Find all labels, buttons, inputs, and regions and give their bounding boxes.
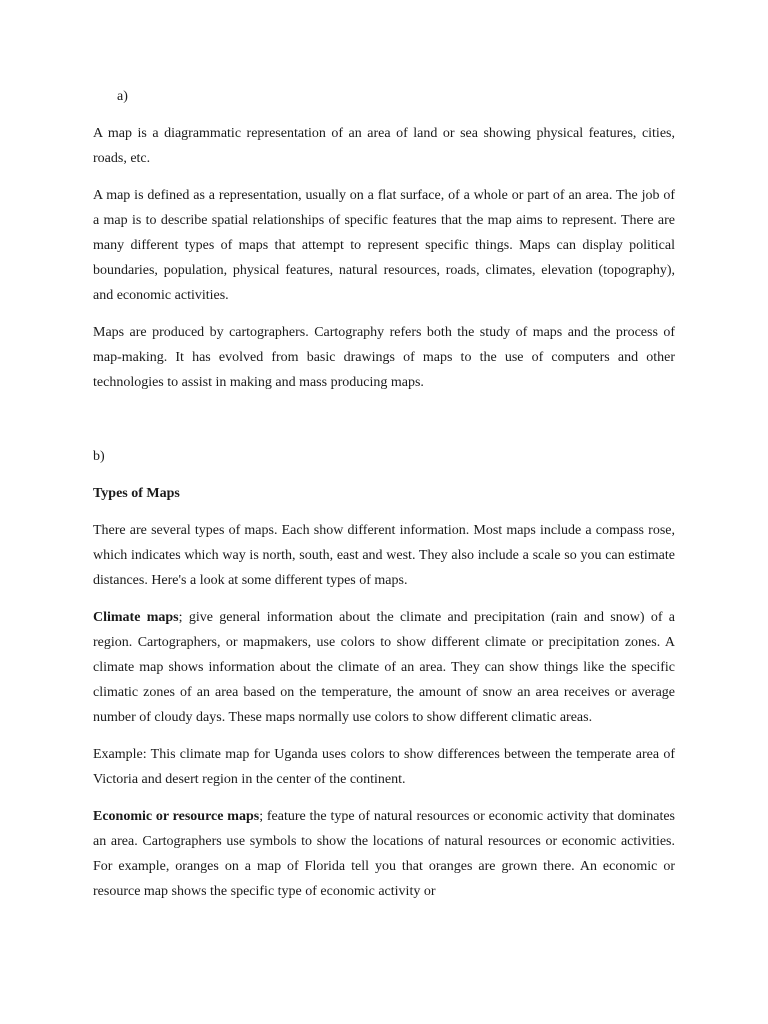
economic-maps-text: ; feature the type of natural resources or economic activity that dominates an area. Cartographers use symbols to show the locations of natural resources or economic activities. For example, oranges on a map of Florida tell you that oranges are grown there. An economic or resource map shows the specific type of economic activity or <box>93 809 676 899</box>
types-of-maps-heading: Types of Maps <box>93 486 180 501</box>
section-b-label: b) <box>93 449 105 464</box>
document-page <box>93 84 675 916</box>
map-representation-paragraph: A map is defined as a representation, usually on a flat surface, of a whole or part of an area. The job of a map is to describe spatial relationships of specific features that the map aims to represent. There are many different types of maps that attempt to represent specific things. Maps can display political boundaries, population, physical features, natural resources, roads, climates, elevation (topography), and economic activities. <box>93 188 675 303</box>
section-spacer <box>93 407 675 444</box>
section-a-label: a) <box>117 89 128 104</box>
climate-maps-text: ; give general information about the climate and precipitation (rain and snow) of a region. Cartographers, or mapmakers, use colors to show different climate or precipitation zones. A climate map shows information about the climate of an area. They can show things like the specific climatic zones of an area based on the temperature, the amount of snow an area receives or average number of cloudy days. These maps normally use colors to show different climatic areas. <box>93 610 675 725</box>
climate-maps-paragraph <box>93 605 675 730</box>
climate-example-paragraph: Example: This climate map for Uganda uses colors to show differences between the temperate area of Victoria and desert region in the center of the continent. <box>93 747 675 787</box>
map-definition-paragraph: A map is a diagrammatic representation of an area of land or sea showing physical features, cities, roads, etc. <box>93 126 675 166</box>
climate-maps-term: Climate maps <box>93 610 179 625</box>
types-intro-paragraph: There are several types of maps. Each show different information. Most maps include a compass rose, which indicates which way is north, south, east and west. They also include a scale so you can estimate distances. Here's a look at some different types of maps. <box>93 523 675 588</box>
economic-maps-paragraph <box>93 804 675 904</box>
economic-maps-term: Economic or resource maps <box>93 809 260 824</box>
cartographers-paragraph: Maps are produced by cartographers. Cartography refers both the study of maps and the process of map-making. It has evolved from basic drawings of maps to the use of computers and other technologies to assist in making and mass producing maps. <box>93 325 675 390</box>
